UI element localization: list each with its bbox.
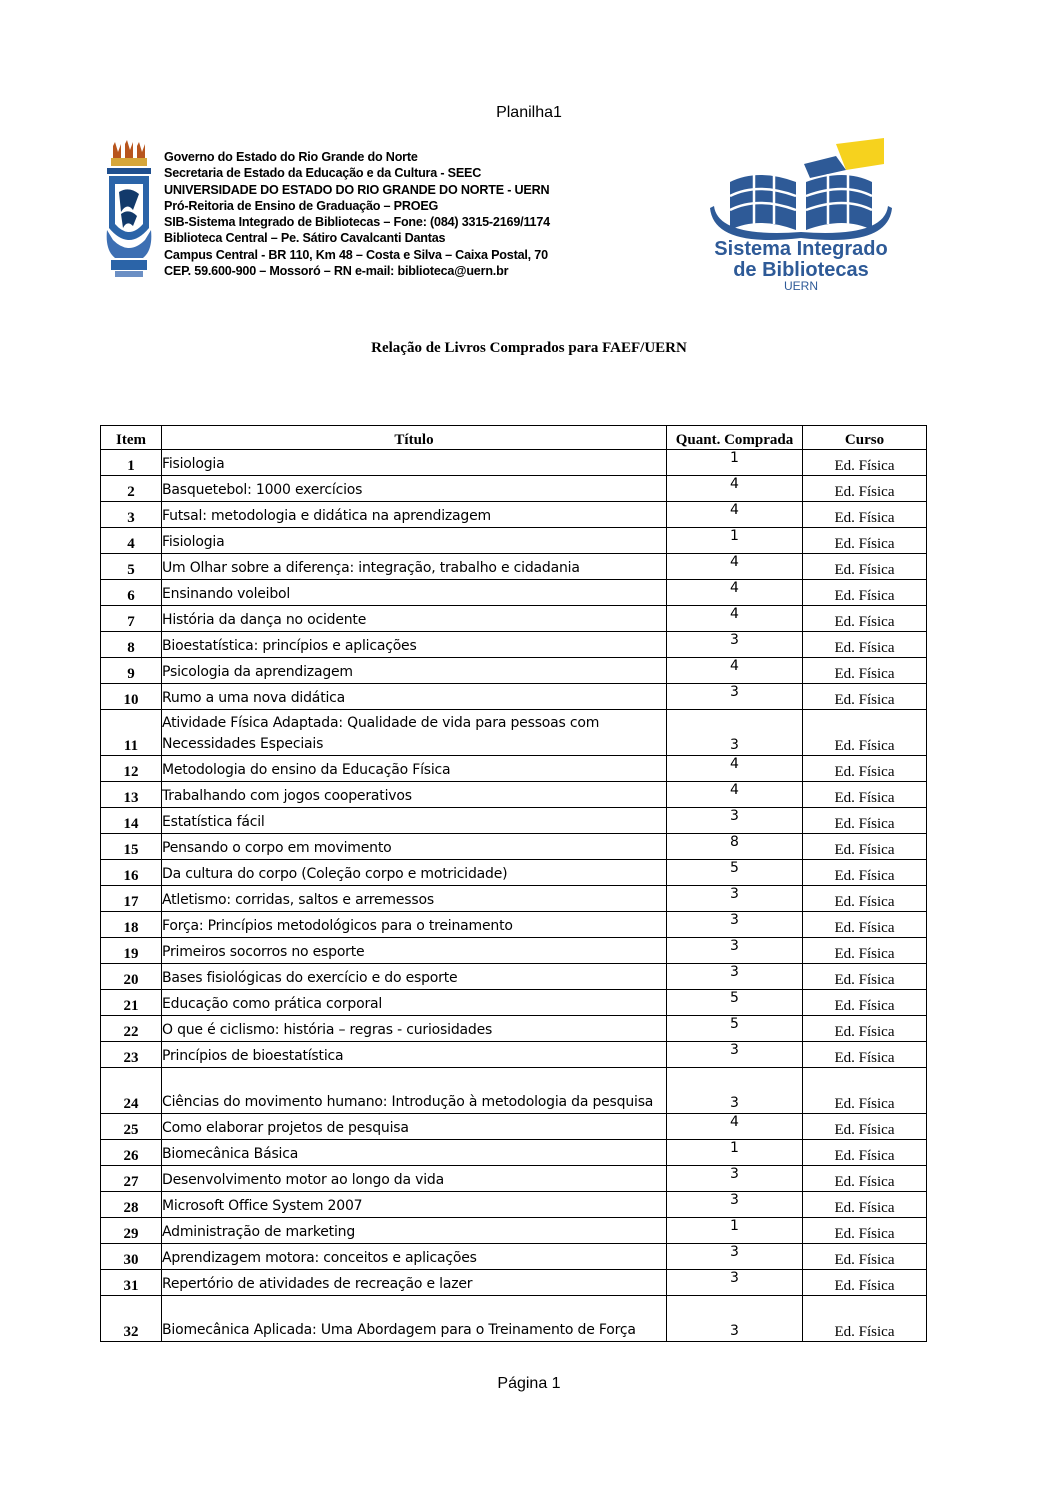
cell-quant: 3 [667, 886, 803, 912]
cell-curso: Ed. Física [803, 860, 927, 886]
cell-quant: 3 [667, 710, 803, 756]
cell-quant: 5 [667, 860, 803, 886]
table-row [101, 1192, 927, 1218]
table-row [101, 886, 927, 912]
cell-curso: Ed. Física [803, 554, 927, 580]
table-row [101, 684, 927, 710]
cell-curso: Ed. Física [803, 990, 927, 1016]
header-item: Item [101, 426, 162, 450]
table-row [101, 1270, 927, 1296]
table-row [101, 912, 927, 938]
cell-item: 4 [101, 528, 162, 554]
cell-titulo: Força: Princípios metodológicos para o treinamento [162, 912, 667, 938]
header-line: CEP. 59.600-900 – Mossoró – RN e-mail: biblioteca@uern.br [164, 264, 509, 279]
cell-quant: 1 [667, 1218, 803, 1244]
cell-quant: 4 [667, 580, 803, 606]
cell-item: 27 [101, 1166, 162, 1192]
cell-titulo: Futsal: metodologia e didática na aprendizagem [162, 502, 667, 528]
cell-quant: 3 [667, 1296, 803, 1342]
cell-item: 5 [101, 554, 162, 580]
cell-quant: 4 [667, 1114, 803, 1140]
table-row [101, 834, 927, 860]
cell-curso: Ed. Física [803, 1114, 927, 1140]
cell-item: 7 [101, 606, 162, 632]
table-row [101, 1218, 927, 1244]
sib-logo-line3: UERN [783, 279, 818, 293]
cell-titulo: Atividade Física Adaptada: Qualidade de vida para pessoas com Necessidades Especiais [162, 710, 667, 756]
cell-item: 21 [101, 990, 162, 1016]
cell-quant: 4 [667, 554, 803, 580]
institution-header [164, 149, 550, 279]
table-row [101, 476, 927, 502]
cell-item: 19 [101, 938, 162, 964]
cell-quant: 3 [667, 964, 803, 990]
header-titulo: Título [162, 426, 667, 450]
cell-quant: 4 [667, 502, 803, 528]
cell-item: 17 [101, 886, 162, 912]
cell-titulo: Pensando o corpo em movimento [162, 834, 667, 860]
cell-curso: Ed. Física [803, 886, 927, 912]
cell-titulo: Desenvolvimento motor ao longo da vida [162, 1166, 667, 1192]
table-row [101, 632, 927, 658]
cell-titulo: Psicologia da aprendizagem [162, 658, 667, 684]
cell-item: 30 [101, 1244, 162, 1270]
cell-item: 28 [101, 1192, 162, 1218]
cell-titulo: Ensinando voleibol [162, 580, 667, 606]
cell-curso: Ed. Física [803, 834, 927, 860]
cell-titulo: O que é ciclismo: história – regras - curiosidades [162, 1016, 667, 1042]
cell-curso: Ed. Física [803, 580, 927, 606]
page-number: Página 1 [497, 1375, 561, 1392]
header-line: Governo do Estado do Rio Grande do Norte [164, 150, 418, 164]
cell-curso: Ed. Física [803, 964, 927, 990]
cell-titulo: Educação como prática corporal [162, 990, 667, 1016]
table-row [101, 528, 927, 554]
cell-curso: Ed. Física [803, 912, 927, 938]
table-row [101, 990, 927, 1016]
table-row [101, 450, 927, 476]
uern-crest-logo [105, 140, 153, 280]
cell-curso: Ed. Física [803, 632, 927, 658]
cell-quant: 3 [667, 1192, 803, 1218]
cell-curso: Ed. Física [803, 450, 927, 476]
cell-item: 29 [101, 1218, 162, 1244]
cell-curso: Ed. Física [803, 1016, 927, 1042]
cell-item: 18 [101, 912, 162, 938]
cell-item: 14 [101, 808, 162, 834]
cell-item: 3 [101, 502, 162, 528]
cell-quant: 3 [667, 1166, 803, 1192]
cell-quant: 1 [667, 528, 803, 554]
cell-quant: 1 [667, 450, 803, 476]
table-row [101, 502, 927, 528]
cell-curso: Ed. Física [803, 938, 927, 964]
books-table [100, 425, 927, 1342]
cell-item: 31 [101, 1270, 162, 1296]
table-row [101, 1068, 927, 1114]
cell-quant: 3 [667, 1270, 803, 1296]
table-row [101, 554, 927, 580]
cell-titulo: Microsoft Office System 2007 [162, 1192, 667, 1218]
header-line: SIB-Sistema Integrado de Bibliotecas – Fone: (084) 3315-2169/1174 [164, 215, 550, 230]
table-row [101, 580, 927, 606]
cell-titulo: Rumo a uma nova didática [162, 684, 667, 710]
cell-titulo: Estatística fácil [162, 808, 667, 834]
cell-titulo: Trabalhando com jogos cooperativos [162, 782, 667, 808]
cell-item: 6 [101, 580, 162, 606]
table-row [101, 808, 927, 834]
cell-curso: Ed. Física [803, 1042, 927, 1068]
table-row [101, 1114, 927, 1140]
table-row [101, 1042, 927, 1068]
cell-titulo: Aprendizagem motora: conceitos e aplicações [162, 1244, 667, 1270]
header-line: Pró-Reitoria de Ensino de Graduação – PROEG [164, 198, 439, 213]
cell-curso: Ed. Física [803, 1296, 927, 1342]
cell-item: 20 [101, 964, 162, 990]
cell-curso: Ed. Física [803, 658, 927, 684]
cell-titulo: Biomecânica Básica [162, 1140, 667, 1166]
table-row [101, 1244, 927, 1270]
cell-curso: Ed. Física [803, 1270, 927, 1296]
cell-quant: 1 [667, 1140, 803, 1166]
cell-curso: Ed. Física [803, 808, 927, 834]
cell-titulo: Repertório de atividades de recreação e lazer [162, 1270, 667, 1296]
cell-item: 26 [101, 1140, 162, 1166]
cell-titulo: Bases fisiológicas do exercício e do esporte [162, 964, 667, 990]
cell-item: 13 [101, 782, 162, 808]
cell-quant: 8 [667, 834, 803, 860]
cell-titulo: Fisiologia [162, 450, 667, 476]
cell-quant: 4 [667, 756, 803, 782]
header-quant: Quant. Comprada [667, 426, 803, 450]
cell-quant: 3 [667, 1068, 803, 1114]
cell-titulo: Ciências do movimento humano: Introdução à metodologia da pesquisa [162, 1068, 667, 1114]
cell-quant: 3 [667, 912, 803, 938]
cell-quant: 3 [667, 684, 803, 710]
cell-item: 23 [101, 1042, 162, 1068]
table-row [101, 782, 927, 808]
table-row [101, 938, 927, 964]
table-row [101, 1016, 927, 1042]
cell-item: 22 [101, 1016, 162, 1042]
cell-curso: Ed. Física [803, 710, 927, 756]
table-header-row [101, 426, 927, 450]
cell-curso: Ed. Física [803, 1244, 927, 1270]
cell-item: 11 [101, 710, 162, 756]
cell-item: 25 [101, 1114, 162, 1140]
cell-curso: Ed. Física [803, 502, 927, 528]
cell-curso: Ed. Física [803, 1068, 927, 1114]
cell-item: 15 [101, 834, 162, 860]
cell-titulo: Atletismo: corridas, saltos e arremessos [162, 886, 667, 912]
table-row [101, 658, 927, 684]
header-curso: Curso [803, 426, 927, 450]
cell-quant: 3 [667, 632, 803, 658]
cell-item: 1 [101, 450, 162, 476]
cell-quant: 4 [667, 658, 803, 684]
cell-item: 2 [101, 476, 162, 502]
header-line: UNIVERSIDADE DO ESTADO DO RIO GRANDE DO NORTE - UERN [164, 182, 550, 197]
cell-quant: 4 [667, 476, 803, 502]
cell-titulo: Biomecânica Aplicada: Uma Abordagem para o Treinamento de Força [162, 1296, 667, 1342]
cell-item: 12 [101, 756, 162, 782]
cell-curso: Ed. Física [803, 1218, 927, 1244]
cell-curso: Ed. Física [803, 528, 927, 554]
cell-curso: Ed. Física [803, 756, 927, 782]
header-line: Secretaria de Estado da Educação e da Cultura - SEEC [164, 166, 482, 181]
cell-quant: 3 [667, 1042, 803, 1068]
cell-item: 9 [101, 658, 162, 684]
cell-item: 32 [101, 1296, 162, 1342]
table-row [101, 860, 927, 886]
header-line: Campus Central - BR 110, Km 48 – Costa e Silva – Caixa Postal, 70 [164, 247, 548, 262]
cell-titulo: Administração de marketing [162, 1218, 667, 1244]
cell-curso: Ed. Física [803, 1166, 927, 1192]
cell-quant: 3 [667, 938, 803, 964]
sib-logo-line2: de Bibliotecas [733, 259, 869, 281]
cell-titulo: História da dança no ocidente [162, 606, 667, 632]
table-row [101, 1166, 927, 1192]
cell-item: 10 [101, 684, 162, 710]
table-row [101, 1140, 927, 1166]
cell-item: 8 [101, 632, 162, 658]
cell-quant: 3 [667, 808, 803, 834]
document-title: Relação de Livros Comprados para FAEF/UERN [371, 340, 687, 356]
cell-titulo: Da cultura do corpo (Coleção corpo e motricidade) [162, 860, 667, 886]
cell-titulo: Fisiologia [162, 528, 667, 554]
sheet-name: Planilha1 [496, 104, 562, 121]
cell-curso: Ed. Física [803, 1140, 927, 1166]
cell-titulo: Basquetebol: 1000 exercícios [162, 476, 667, 502]
cell-item: 16 [101, 860, 162, 886]
cell-quant: 3 [667, 1244, 803, 1270]
cell-titulo: Como elaborar projetos de pesquisa [162, 1114, 667, 1140]
cell-curso: Ed. Física [803, 684, 927, 710]
cell-quant: 5 [667, 990, 803, 1016]
sib-logo-line1: Sistema Integrado [714, 238, 888, 260]
table-row [101, 710, 927, 756]
table-row [101, 1296, 927, 1342]
table-row [101, 964, 927, 990]
cell-curso: Ed. Física [803, 1192, 927, 1218]
cell-titulo: Primeiros socorros no esporte [162, 938, 667, 964]
cell-curso: Ed. Física [803, 606, 927, 632]
table-row [101, 606, 927, 632]
cell-curso: Ed. Física [803, 782, 927, 808]
header-line: Biblioteca Central – Pe. Sátiro Cavalcanti Dantas [164, 231, 446, 246]
cell-titulo: Um Olhar sobre a diferença: integração, trabalho e cidadania [162, 554, 667, 580]
cell-item: 24 [101, 1068, 162, 1114]
cell-quant: 5 [667, 1016, 803, 1042]
cell-quant: 4 [667, 606, 803, 632]
cell-titulo: Princípios de bioestatística [162, 1042, 667, 1068]
cell-titulo: Bioestatística: princípios e aplicações [162, 632, 667, 658]
cell-curso: Ed. Física [803, 476, 927, 502]
table-row [101, 756, 927, 782]
cell-titulo: Metodologia do ensino da Educação Física [162, 756, 667, 782]
cell-quant: 4 [667, 782, 803, 808]
